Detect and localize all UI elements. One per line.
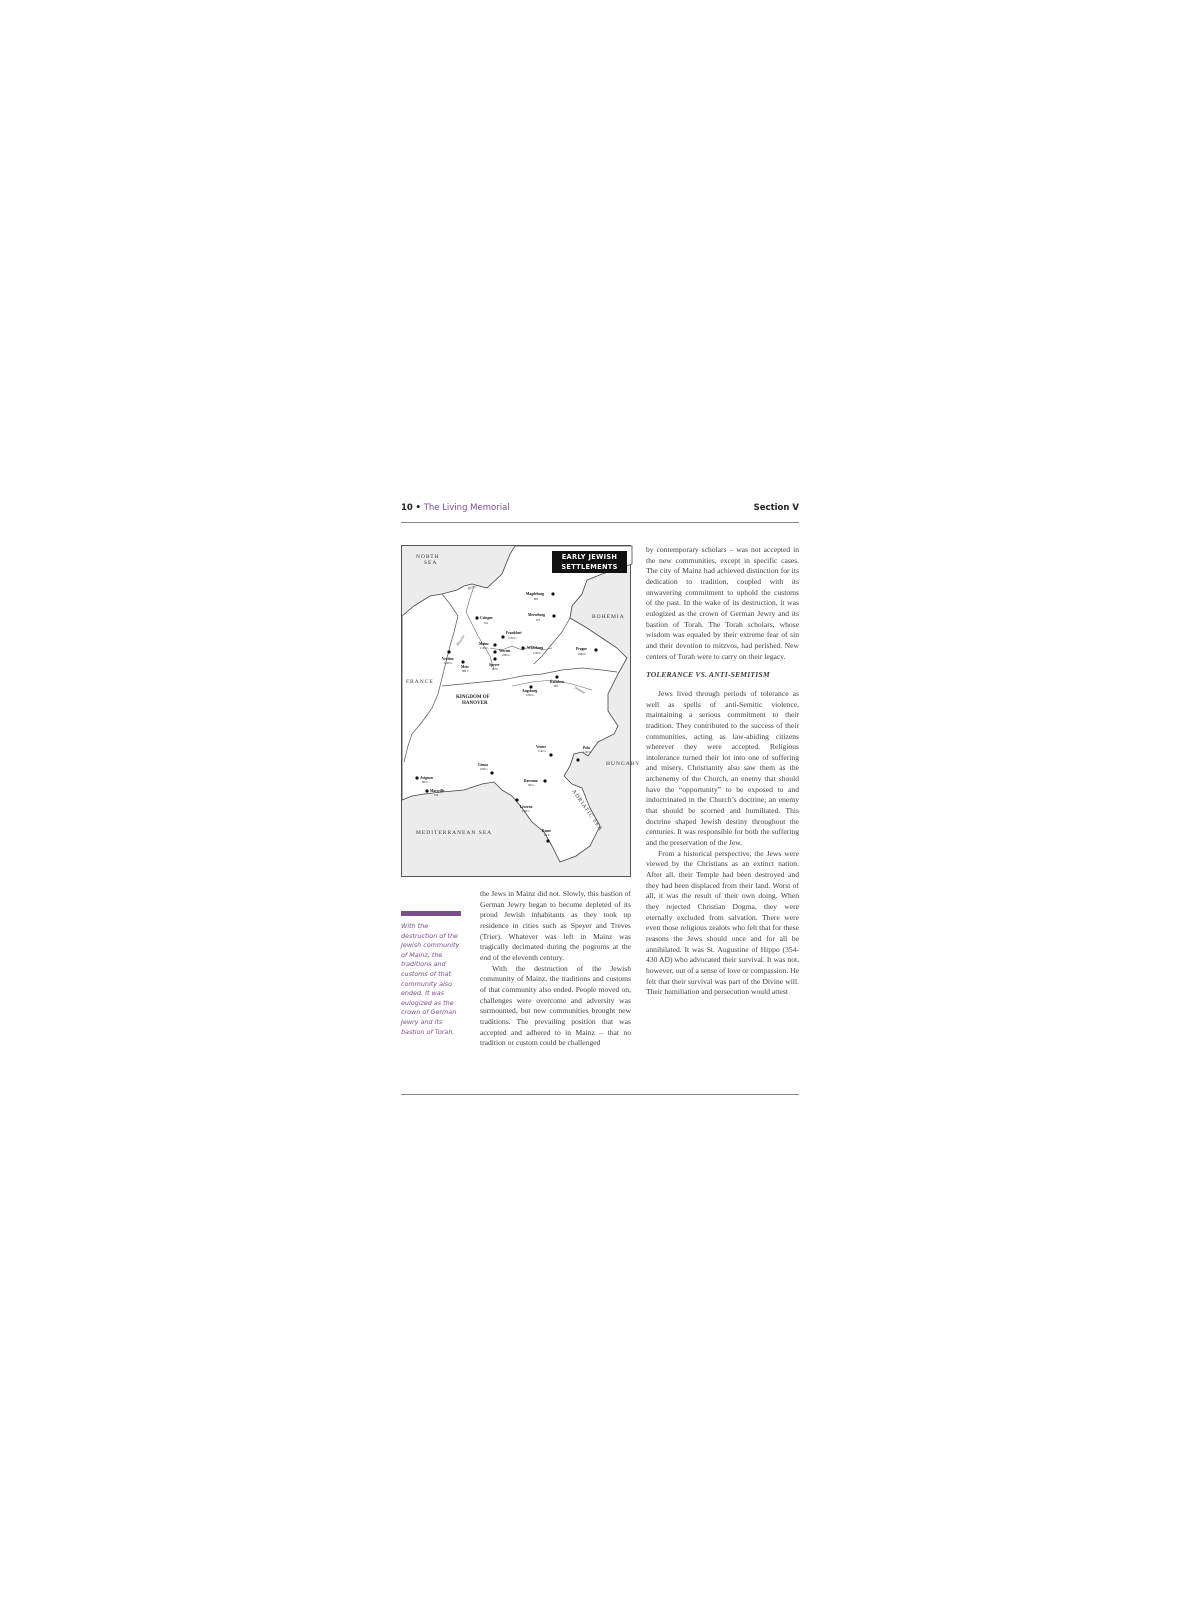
header-rule <box>401 522 799 523</box>
section-heading: TOLERANCE VS. ANTI-SEMITISM <box>646 670 770 680</box>
label-mediterranean: MEDITERRANEAN SEA <box>416 830 493 836</box>
svg-text:1st C.: 1st C. <box>544 834 551 837</box>
map-title <box>552 551 627 573</box>
land-mass <box>402 546 632 862</box>
label-danube: Danube <box>573 685 586 695</box>
svg-text:Frankfurt: Frankfurt <box>506 631 522 635</box>
footer-rule <box>401 1094 799 1095</box>
svg-text:Metz: Metz <box>461 665 469 669</box>
svg-text:973: 973 <box>536 619 541 622</box>
svg-text:Worms: Worms <box>499 649 511 653</box>
svg-text:12th C.: 12th C. <box>522 810 531 813</box>
svg-text:1100 C.: 1100 C. <box>583 751 592 754</box>
paragraph-destruction: With the destruction of the Jewish community of Mainz, the traditions and customs of that community also ended. People moved on, challenges were overcome and adversity was surmounted, but new communities brought new traditions. The prevailing position that was accepted and adhered to in Mainz – that no tradition or custom could be challenged <box>480 963 631 1048</box>
svg-text:Cologne: Cologne <box>480 616 493 620</box>
svg-text:Merseburg: Merseburg <box>528 613 545 617</box>
svg-text:Livorno: Livorno <box>520 805 533 809</box>
section-label: Section V <box>753 503 799 513</box>
svg-text:980 C.: 980 C. <box>462 670 470 673</box>
svg-text:Pola: Pola <box>583 746 590 750</box>
svg-text:Verdun: Verdun <box>442 657 454 661</box>
paragraph-mainz-legacy: by contemporary scholars – was not accepted in the new communities, except in specific cases. The city of Mainz had achieved distinction for its dedication to tradition, coupled with its unwavering commitment to uphold the customs of the past. In the wake of its destruction, it was eulogized as the crown of German Jewry and its bastion of Torah. The Torah scholars, whose wisdom was equaled by their extreme fear of sin and their devotion to mitzvos, had perished. New centers of Torah were to carry on their legacy. <box>646 545 799 661</box>
svg-text:Magdeburg: Magdeburg <box>526 592 544 596</box>
label-kingdom-1: KINGDOM OF <box>456 695 490 700</box>
svg-text:1000 C.: 1000 C. <box>502 654 511 657</box>
svg-text:321: 321 <box>484 622 489 625</box>
svg-text:1100 C.: 1100 C. <box>480 647 489 650</box>
map-title-line2: SETTLEMENTS <box>561 563 618 571</box>
svg-text:8th C.: 8th C. <box>422 781 429 784</box>
map-title-line1: EARLY JEWISH <box>561 553 618 561</box>
svg-text:Avignon: Avignon <box>420 776 433 780</box>
header-bullet: • <box>415 503 421 513</box>
settlements-map <box>401 545 641 877</box>
svg-text:Mainz: Mainz <box>479 642 489 646</box>
svg-text:Genoa: Genoa <box>478 763 488 767</box>
svg-text:1070: 1070 <box>492 668 498 671</box>
label-hungary: HUNGARY <box>606 761 641 767</box>
svg-text:Speyer: Speyer <box>489 663 500 667</box>
svg-text:10th C.: 10th C. <box>480 768 489 771</box>
sidebar-accent-bar <box>401 911 461 916</box>
svg-text:Würzburg: Würzburg <box>527 646 544 650</box>
book-title: The Living Memorial <box>423 503 510 513</box>
page-number: 10 <box>401 503 413 513</box>
svg-text:Prague: Prague <box>576 647 587 651</box>
svg-text:1100 C.: 1100 C. <box>533 652 542 655</box>
paragraph-historical: From a historical perspective, the Jews were viewed by the Christians as an extinct nation. After all, their Temple had been destroyed and they had been displaced from their land. Worst of all, it was the result of their own doing. When they rejected Christian Dogma, they were eternally excluded from salvation. There were even those religious zealots who felt that for these reasons the Jews should once and for all be annihilated. It was St. Augustine of Hippo (354-430 AD) who advocated their survival. It was not, however, out of a sense of love or compassion. He felt that their survival was part of the Divine will. Their humiliation and persecution would attest <box>646 848 800 997</box>
svg-text:981: 981 <box>554 685 559 688</box>
column-right <box>646 545 799 998</box>
svg-text:965: 965 <box>534 598 539 601</box>
label-north-sea-2: SEA <box>424 560 438 566</box>
svg-text:Marseille: Marseille <box>430 789 445 793</box>
label-france: FRANCE <box>406 679 434 685</box>
column-middle <box>480 889 631 1049</box>
paragraph-depletion: the Jews in Mainz did not. Slowly, this bastion of German Jewry began to become depleted of its proud Jewish inhabitants as they took up residence in cities such as Speyer and Treves (Trier). Whatever was left in Mainz was tragically decimated during the pogroms at the end of the eleventh century. <box>480 889 631 962</box>
svg-text:Augsburg: Augsburg <box>522 689 538 693</box>
label-moselle: Moselle <box>455 634 466 647</box>
svg-text:5th C.: 5th C. <box>528 784 535 787</box>
running-header <box>401 503 799 517</box>
svg-text:Rome: Rome <box>542 829 551 833</box>
label-north-sea-1: NORTH <box>416 554 440 560</box>
svg-text:1100 C.: 1100 C. <box>526 694 535 697</box>
svg-text:1000 C.: 1000 C. <box>578 653 587 656</box>
sidebar-pull-quote: With the destruction of the Jewish community of Mainz, the traditions and customs of that community also ended. It was eulogized as the crown of German Jewry and its bastion of Torah. <box>401 922 460 1036</box>
map-drawing <box>402 546 641 878</box>
svg-text:1100 C.: 1100 C. <box>444 662 453 665</box>
label-adriatic: ADRIATIC SEA <box>570 788 604 833</box>
label-rhine: Rhine <box>466 584 477 591</box>
paragraph-tolerance: Jews lived through periods of tolerance as well as spells of anti-Semitic violence, maintaining a serious commitment to their tradition. They contributed to the success of their communities, acting as law-abiding citizens wherever they were accepted. Religious intolerance turned their lot into one of suffering and misery. Christianity also saw them as the archenemy of the Church, an enemy that should have the “opportunity” to be exposed to and indoctrinated in the Church’s doctrine; an enemy that should be scorned and humiliated. This doctrine shaped Jewish destiny throughout the centuries. It was responsible for both the suffering and the preservation of the Jew. <box>646 688 799 848</box>
svg-text:Ravenna: Ravenna <box>524 779 538 783</box>
svg-text:Ratisbon: Ratisbon <box>550 680 564 684</box>
svg-text:Venice: Venice <box>536 745 547 749</box>
svg-text:1150 C.: 1150 C. <box>508 637 517 640</box>
svg-text:11th C.: 11th C. <box>538 750 547 753</box>
header-left <box>401 503 510 513</box>
label-kingdom-2: HANOVER <box>462 701 488 706</box>
label-bohemia: BOHEMIA <box>592 614 625 620</box>
svg-text:574: 574 <box>434 794 439 797</box>
